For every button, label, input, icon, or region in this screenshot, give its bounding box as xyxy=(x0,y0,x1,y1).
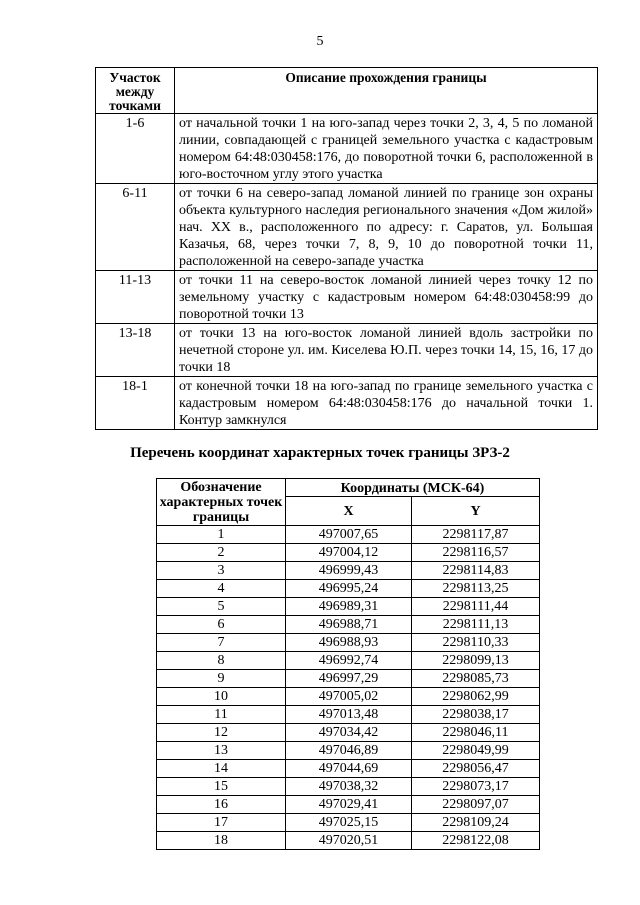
point-cell: 11 xyxy=(157,706,286,724)
table-row xyxy=(96,114,598,184)
point-cell: 12 xyxy=(157,724,286,742)
table-row xyxy=(157,724,540,742)
table-header-row xyxy=(157,479,540,497)
y-cell: 2298049,99 xyxy=(412,742,540,760)
y-cell: 2298073,17 xyxy=(412,778,540,796)
x-cell: 496988,93 xyxy=(286,634,412,652)
table-row xyxy=(157,796,540,814)
x-cell: 496992,74 xyxy=(286,652,412,670)
y-cell: 2298113,25 xyxy=(412,580,540,598)
segment-column-header: Участок между точками xyxy=(96,68,175,114)
x-column-header: X xyxy=(286,497,412,526)
table-row xyxy=(96,377,598,430)
point-cell: 9 xyxy=(157,670,286,688)
table-row xyxy=(157,562,540,580)
x-cell: 497038,32 xyxy=(286,778,412,796)
y-cell: 2298111,13 xyxy=(412,616,540,634)
x-cell: 497005,02 xyxy=(286,688,412,706)
x-cell: 496997,29 xyxy=(286,670,412,688)
y-cell: 2298046,11 xyxy=(412,724,540,742)
table-row xyxy=(157,814,540,832)
x-cell: 496989,31 xyxy=(286,598,412,616)
y-column-header: Y xyxy=(412,497,540,526)
table-row xyxy=(157,778,540,796)
y-cell: 2298114,83 xyxy=(412,562,540,580)
y-cell: 2298062,99 xyxy=(412,688,540,706)
y-cell: 2298111,44 xyxy=(412,598,540,616)
y-cell: 2298117,87 xyxy=(412,526,540,544)
y-cell: 2298097,07 xyxy=(412,796,540,814)
x-cell: 497044,69 xyxy=(286,760,412,778)
description-cell: от конечной точки 18 на юго-запад по границе земельного участка с кадастровым номером 64:48:030458:176 до начальной точки 1. Контур замкнулся xyxy=(175,377,598,430)
x-cell: 497034,42 xyxy=(286,724,412,742)
x-cell: 496988,71 xyxy=(286,616,412,634)
x-cell: 496999,43 xyxy=(286,562,412,580)
coordinates-list-heading: Перечень координат характерных точек границы ЗРЗ-2 xyxy=(130,445,510,461)
table-row xyxy=(157,760,540,778)
segment-cell: 6-11 xyxy=(96,184,175,271)
x-cell: 497046,89 xyxy=(286,742,412,760)
y-cell: 2298038,17 xyxy=(412,706,540,724)
segment-cell: 1-6 xyxy=(96,114,175,184)
table-row xyxy=(157,580,540,598)
coordinate-system-header: Координаты (МСК-64) xyxy=(286,479,540,497)
y-cell: 2298116,57 xyxy=(412,544,540,562)
x-cell: 497020,51 xyxy=(286,832,412,850)
point-cell: 10 xyxy=(157,688,286,706)
page-number: 5 xyxy=(316,34,324,49)
table-row xyxy=(157,832,540,850)
description-column-header: Описание прохождения границы xyxy=(175,68,598,114)
y-cell: 2298122,08 xyxy=(412,832,540,850)
table-row xyxy=(157,652,540,670)
point-cell: 8 xyxy=(157,652,286,670)
segment-cell: 18-1 xyxy=(96,377,175,430)
table-row xyxy=(157,616,540,634)
y-cell: 2298110,33 xyxy=(412,634,540,652)
x-cell: 497025,15 xyxy=(286,814,412,832)
y-cell: 2298099,13 xyxy=(412,652,540,670)
x-cell: 497007,65 xyxy=(286,526,412,544)
table-header-row xyxy=(96,68,598,114)
point-column-header: Обозначение характерных точек границы xyxy=(157,479,286,526)
table-row xyxy=(157,742,540,760)
table-row xyxy=(157,634,540,652)
table-row xyxy=(157,598,540,616)
segment-cell: 11-13 xyxy=(96,271,175,324)
table-row xyxy=(157,544,540,562)
point-cell: 4 xyxy=(157,580,286,598)
y-cell: 2298085,73 xyxy=(412,670,540,688)
table-row xyxy=(96,271,598,324)
table-row xyxy=(96,184,598,271)
point-cell: 14 xyxy=(157,760,286,778)
x-cell: 496995,24 xyxy=(286,580,412,598)
table-row xyxy=(96,324,598,377)
description-cell: от точки 6 на северо-запад ломаной линией по границе зон охраны объекта культурного наследия регионального значения «Дом жилой» нач. XX в., расположенного по адресу: г. Саратов, ул. Большая Казачья, 68, через точки 7, 8, 9, 10 до поворотной точки 11, расположенной на северо-западе участка xyxy=(175,184,598,271)
description-cell: от точки 11 на северо-восток ломаной линией через точку 12 по земельному участку с кадастровым номером 64:48:030458:99 до поворотной точки 13 xyxy=(175,271,598,324)
point-cell: 1 xyxy=(157,526,286,544)
x-cell: 497013,48 xyxy=(286,706,412,724)
point-cell: 6 xyxy=(157,616,286,634)
point-cell: 18 xyxy=(157,832,286,850)
description-cell: от точки 13 на юго-восток ломаной линией вдоль застройки по нечетной стороне ул. им. Киселева Ю.П. через точки 14, 15, 16, 17 до точки 18 xyxy=(175,324,598,377)
y-cell: 2298109,24 xyxy=(412,814,540,832)
point-cell: 17 xyxy=(157,814,286,832)
point-cell: 13 xyxy=(157,742,286,760)
point-cell: 7 xyxy=(157,634,286,652)
boundary-description-table xyxy=(95,67,598,430)
point-cell: 3 xyxy=(157,562,286,580)
x-cell: 497029,41 xyxy=(286,796,412,814)
point-cell: 16 xyxy=(157,796,286,814)
table-row xyxy=(157,706,540,724)
y-cell: 2298056,47 xyxy=(412,760,540,778)
table-row xyxy=(157,526,540,544)
table-row xyxy=(157,670,540,688)
point-cell: 5 xyxy=(157,598,286,616)
point-cell: 15 xyxy=(157,778,286,796)
coordinates-table xyxy=(156,478,540,850)
table-row xyxy=(157,688,540,706)
x-cell: 497004,12 xyxy=(286,544,412,562)
description-cell: от начальной точки 1 на юго-запад через точки 2, 3, 4, 5 по ломаной линии, совпадающей с границей земельного участка с кадастровым номером 64:48:030458:176, до поворотной точки 6, расположенной в юго-восточном углу этого участка xyxy=(175,114,598,184)
point-cell: 2 xyxy=(157,544,286,562)
segment-cell: 13-18 xyxy=(96,324,175,377)
